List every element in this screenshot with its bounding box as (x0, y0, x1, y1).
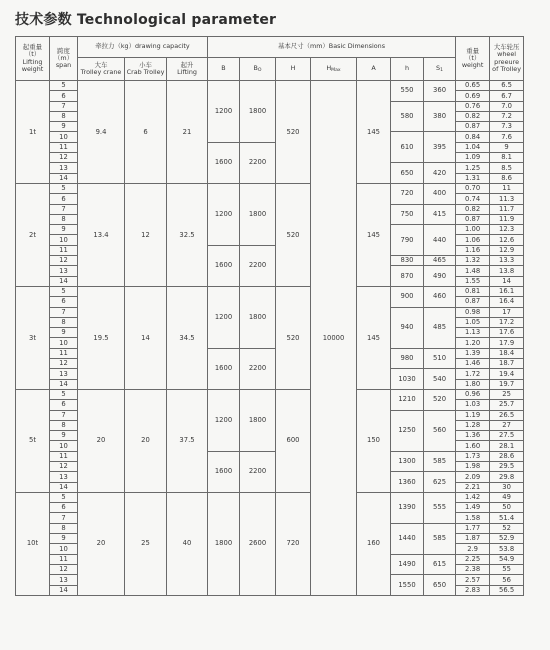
span-cell: 5 (50, 286, 78, 296)
weight-cell: 1.13 (456, 328, 490, 338)
weight-cell: 2.57 (456, 575, 490, 585)
weight-cell: 1.06 (456, 235, 490, 245)
lifting-weight-cell: 10t (16, 492, 50, 595)
dimension-b0-cell: 2200 (240, 451, 276, 492)
table-header (16, 37, 524, 81)
header-wheel-pressure: 大车轮压 wheel preeure of Trolley (490, 37, 524, 81)
wheel-pressure-cell: 18.4 (490, 348, 524, 358)
dimension-s1-cell: 460 (424, 286, 456, 307)
wheel-pressure-cell: 51.4 (490, 513, 524, 523)
dimension-a-cell: 150 (357, 389, 391, 492)
trolley-crane-cell: 9.4 (78, 81, 125, 184)
dimension-b0-cell: 2200 (240, 348, 276, 389)
dimension-s1-cell: 420 (424, 163, 456, 184)
weight-cell: 2.21 (456, 482, 490, 492)
span-cell: 14 (50, 585, 78, 595)
weight-cell: 1.03 (456, 400, 490, 410)
dimension-h-small-cell: 1490 (391, 554, 424, 575)
weight-cell: 1.58 (456, 513, 490, 523)
dimension-b0-cell: 1800 (240, 389, 276, 451)
weight-cell: 1.72 (456, 369, 490, 379)
wheel-pressure-cell: 12.6 (490, 235, 524, 245)
weight-cell: 1.00 (456, 225, 490, 235)
weight-cell: 2.09 (456, 472, 490, 482)
wheel-pressure-cell: 26.5 (490, 410, 524, 420)
dimension-h-small-cell: 1360 (391, 472, 424, 493)
span-cell: 5 (50, 492, 78, 502)
weight-cell: 1.04 (456, 142, 490, 152)
dimension-s1-cell: 650 (424, 575, 456, 596)
span-cell: 5 (50, 389, 78, 399)
span-cell: 6 (50, 297, 78, 307)
dimension-s1-cell: 395 (424, 132, 456, 163)
lifting-weight-cell: 3t (16, 286, 50, 389)
span-cell: 10 (50, 132, 78, 142)
dimension-b-cell: 1200 (208, 81, 240, 143)
span-cell: 11 (50, 554, 78, 564)
wheel-pressure-cell: 52.9 (490, 534, 524, 544)
crab-trolley-cell: 25 (125, 492, 167, 595)
wheel-pressure-cell: 7.0 (490, 101, 524, 111)
dimension-h-small-cell: 790 (391, 225, 424, 256)
weight-cell: 1.98 (456, 461, 490, 471)
wheel-pressure-cell: 8.5 (490, 163, 524, 173)
span-cell: 7 (50, 513, 78, 523)
span-cell: 13 (50, 163, 78, 173)
weight-cell: 0.74 (456, 194, 490, 204)
dimension-b-cell: 1600 (208, 451, 240, 492)
wheel-pressure-cell: 30 (490, 482, 524, 492)
span-cell: 13 (50, 575, 78, 585)
dimension-s1-cell: 380 (424, 101, 456, 132)
dimension-h-small-cell: 610 (391, 132, 424, 163)
lifting-cell: 34.5 (167, 286, 208, 389)
span-cell: 5 (50, 183, 78, 193)
dimension-s1-cell: 585 (424, 451, 456, 472)
dimension-s1-cell: 615 (424, 554, 456, 575)
dimension-h-cell: 520 (276, 183, 311, 286)
dimension-b0-cell: 2200 (240, 245, 276, 286)
wheel-pressure-cell: 28.1 (490, 441, 524, 451)
dimension-a-cell: 145 (357, 81, 391, 184)
weight-cell: 1.77 (456, 523, 490, 533)
dimension-h-small-cell: 1030 (391, 369, 424, 390)
dimension-h-cell: 520 (276, 286, 311, 389)
weight-cell: 1.46 (456, 359, 490, 369)
weight-cell: 0.87 (456, 214, 490, 224)
weight-cell: 2.9 (456, 544, 490, 554)
dimension-b-cell: 1200 (208, 183, 240, 245)
span-cell: 9 (50, 431, 78, 441)
lifting-weight-cell: 2t (16, 183, 50, 286)
dimension-s1-cell: 400 (424, 183, 456, 204)
dimension-b0-cell: 2600 (240, 492, 276, 595)
dimension-a-cell: 145 (357, 286, 391, 389)
dimension-s1-cell: 485 (424, 307, 456, 348)
header-hmax: $H_{Max}$ (311, 58, 357, 81)
wheel-pressure-cell: 16.4 (490, 297, 524, 307)
span-cell: 13 (50, 266, 78, 276)
wheel-pressure-cell: 11.7 (490, 204, 524, 214)
header-weight: 重量 （t） weight (456, 37, 490, 81)
dimension-h-small-cell: 980 (391, 348, 424, 369)
dimension-b0-cell: 1800 (240, 183, 276, 245)
wheel-pressure-cell: 27.5 (490, 431, 524, 441)
dimension-b0-cell: 1800 (240, 81, 276, 143)
wheel-pressure-cell: 56.5 (490, 585, 524, 595)
weight-cell: 1.28 (456, 420, 490, 430)
weight-cell: 1.73 (456, 451, 490, 461)
header-h: H (276, 58, 311, 81)
weight-cell: 0.65 (456, 81, 490, 91)
wheel-pressure-cell: 50 (490, 503, 524, 513)
weight-cell: 2.38 (456, 564, 490, 574)
span-cell: 11 (50, 348, 78, 358)
span-cell: 6 (50, 194, 78, 204)
weight-cell: 1.31 (456, 173, 490, 183)
weight-cell: 1.09 (456, 153, 490, 163)
lifting-cell: 32.5 (167, 183, 208, 286)
wheel-pressure-cell: 27 (490, 420, 524, 430)
wheel-pressure-cell: 11.3 (490, 194, 524, 204)
wheel-pressure-cell: 28.6 (490, 451, 524, 461)
wheel-pressure-cell: 7.3 (490, 122, 524, 132)
wheel-pressure-cell: 13.3 (490, 256, 524, 266)
wheel-pressure-cell: 18.7 (490, 359, 524, 369)
span-cell: 6 (50, 400, 78, 410)
dimension-s1-cell: 465 (424, 256, 456, 266)
span-cell: 7 (50, 204, 78, 214)
dimension-s1-cell: 415 (424, 204, 456, 225)
header-lifting-weight: 起重量 （t） Lifting weight (16, 37, 50, 81)
weight-cell: 0.76 (456, 101, 490, 111)
dimension-s1-cell: 540 (424, 369, 456, 390)
header-drawing-capacity: 牵拉力（kg）drawing capacity (78, 37, 208, 58)
weight-cell: 1.20 (456, 338, 490, 348)
dimension-h-small-cell: 1300 (391, 451, 424, 472)
wheel-pressure-cell: 17.9 (490, 338, 524, 348)
wheel-pressure-cell: 7.6 (490, 132, 524, 142)
weight-cell: 0.70 (456, 183, 490, 193)
weight-cell: 1.16 (456, 245, 490, 255)
span-cell: 14 (50, 173, 78, 183)
span-cell: 14 (50, 482, 78, 492)
dimension-h-small-cell: 870 (391, 266, 424, 287)
span-cell: 12 (50, 461, 78, 471)
weight-cell: 1.36 (456, 431, 490, 441)
span-cell: 7 (50, 410, 78, 420)
trolley-crane-cell: 20 (78, 389, 125, 492)
dimension-h-small-cell: 830 (391, 256, 424, 266)
trolley-crane-cell: 13.4 (78, 183, 125, 286)
dimension-s1-cell: 360 (424, 81, 456, 102)
crab-trolley-cell: 14 (125, 286, 167, 389)
weight-cell: 0.69 (456, 91, 490, 101)
weight-cell: 1.48 (456, 266, 490, 276)
dimension-b0-cell: 2200 (240, 142, 276, 183)
wheel-pressure-cell: 13.8 (490, 266, 524, 276)
weight-cell: 0.81 (456, 286, 490, 296)
dimension-s1-cell: 625 (424, 472, 456, 493)
header-b0: $B_O$ (240, 58, 276, 81)
wheel-pressure-cell: 9 (490, 142, 524, 152)
wheel-pressure-cell: 19.4 (490, 369, 524, 379)
span-cell: 9 (50, 122, 78, 132)
span-cell: 11 (50, 245, 78, 255)
span-cell: 12 (50, 564, 78, 574)
dimension-b0-cell: 1800 (240, 286, 276, 348)
wheel-pressure-cell: 14 (490, 276, 524, 286)
span-cell: 9 (50, 534, 78, 544)
lifting-cell: 21 (167, 81, 208, 184)
wheel-pressure-cell: 17.2 (490, 317, 524, 327)
span-cell: 9 (50, 328, 78, 338)
span-cell: 9 (50, 225, 78, 235)
dimension-h-small-cell: 720 (391, 183, 424, 204)
dimension-b-cell: 1600 (208, 245, 240, 286)
span-cell: 8 (50, 523, 78, 533)
header-crab-trolley: 小车 Crab Trolley (125, 58, 167, 81)
wheel-pressure-cell: 55 (490, 564, 524, 574)
crab-trolley-cell: 20 (125, 389, 167, 492)
header-a: A (357, 58, 391, 81)
dimension-s1-cell: 560 (424, 410, 456, 451)
wheel-pressure-cell: 7.2 (490, 111, 524, 121)
dimension-h-cell: 600 (276, 389, 311, 492)
dimension-h-small-cell: 1390 (391, 492, 424, 523)
wheel-pressure-cell: 11 (490, 183, 524, 193)
dimension-b-cell: 1200 (208, 389, 240, 451)
trolley-crane-cell: 19.5 (78, 286, 125, 389)
weight-cell: 1.19 (456, 410, 490, 420)
span-cell: 8 (50, 317, 78, 327)
dimension-b-cell: 1600 (208, 142, 240, 183)
lifting-weight-cell: 5t (16, 389, 50, 492)
span-cell: 8 (50, 214, 78, 224)
weight-cell: 1.55 (456, 276, 490, 286)
dimension-h-small-cell: 550 (391, 81, 424, 102)
span-cell: 12 (50, 256, 78, 266)
wheel-pressure-cell: 49 (490, 492, 524, 502)
wheel-pressure-cell: 11.9 (490, 214, 524, 224)
span-cell: 10 (50, 441, 78, 451)
span-cell: 10 (50, 544, 78, 554)
span-cell: 14 (50, 276, 78, 286)
wheel-pressure-cell: 52 (490, 523, 524, 533)
span-cell: 6 (50, 91, 78, 101)
dimension-h-small-cell: 580 (391, 101, 424, 132)
wheel-pressure-cell: 53.8 (490, 544, 524, 554)
span-cell: 11 (50, 451, 78, 461)
header-basic-dimensions: 基本尺寸（mm）Basic Dimensions (208, 37, 456, 58)
dimension-h-small-cell: 900 (391, 286, 424, 307)
dimension-s1-cell: 510 (424, 348, 456, 369)
dimension-h-small-cell: 750 (391, 204, 424, 225)
wheel-pressure-cell: 6.5 (490, 81, 524, 91)
dimension-h-cell: 520 (276, 81, 311, 184)
weight-cell: 1.80 (456, 379, 490, 389)
table-row (16, 183, 524, 193)
header-b: B (208, 58, 240, 81)
header-h-small: h (391, 58, 424, 81)
wheel-pressure-cell: 19.7 (490, 379, 524, 389)
weight-cell: 0.96 (456, 389, 490, 399)
weight-cell: 1.49 (456, 503, 490, 513)
weight-cell: 1.32 (456, 256, 490, 266)
lifting-cell: 40 (167, 492, 208, 595)
wheel-pressure-cell: 17.6 (490, 328, 524, 338)
span-cell: 10 (50, 338, 78, 348)
crab-trolley-cell: 12 (125, 183, 167, 286)
dimension-s1-cell: 440 (424, 225, 456, 256)
wheel-pressure-cell: 29.8 (490, 472, 524, 482)
lifting-cell: 37.5 (167, 389, 208, 492)
dimension-h-small-cell: 1440 (391, 523, 424, 554)
weight-cell: 1.25 (456, 163, 490, 173)
span-cell: 13 (50, 369, 78, 379)
weight-cell: 1.60 (456, 441, 490, 451)
weight-cell: 0.82 (456, 111, 490, 121)
span-cell: 7 (50, 307, 78, 317)
header-span: 跨度 （m） span (50, 37, 78, 81)
wheel-pressure-cell: 25 (490, 389, 524, 399)
weight-cell: 0.98 (456, 307, 490, 317)
span-cell: 10 (50, 235, 78, 245)
dimension-s1-cell: 585 (424, 523, 456, 554)
wheel-pressure-cell: 12.3 (490, 225, 524, 235)
dimension-h-small-cell: 1550 (391, 575, 424, 596)
span-cell: 5 (50, 81, 78, 91)
dimension-s1-cell: 520 (424, 389, 456, 410)
header-lifting: 起升 Lifting (167, 58, 208, 81)
span-cell: 13 (50, 472, 78, 482)
span-cell: 12 (50, 359, 78, 369)
weight-cell: 1.87 (456, 534, 490, 544)
dimension-hmax-cell: 10000 (311, 81, 357, 596)
wheel-pressure-cell: 8.6 (490, 173, 524, 183)
dimension-b-cell: 1200 (208, 286, 240, 348)
weight-cell: 2.25 (456, 554, 490, 564)
dimension-b-cell: 1800 (208, 492, 240, 595)
table-row (16, 286, 524, 296)
dimension-h-small-cell: 1210 (391, 389, 424, 410)
span-cell: 8 (50, 420, 78, 430)
span-cell: 7 (50, 101, 78, 111)
span-cell: 14 (50, 379, 78, 389)
header-trolley-crane: 大车 Trolley crane (78, 58, 125, 81)
weight-cell: 2.83 (456, 585, 490, 595)
wheel-pressure-cell: 56 (490, 575, 524, 585)
header-s1: $S_1$ (424, 58, 456, 81)
dimension-h-small-cell: 940 (391, 307, 424, 348)
span-cell: 11 (50, 142, 78, 152)
dimension-h-cell: 720 (276, 492, 311, 595)
weight-cell: 0.87 (456, 122, 490, 132)
page-title: 技术参数 Technological parameter (15, 12, 277, 28)
dimension-a-cell: 145 (357, 183, 391, 286)
wheel-pressure-cell: 12.9 (490, 245, 524, 255)
weight-cell: 0.82 (456, 204, 490, 214)
wheel-pressure-cell: 8.1 (490, 153, 524, 163)
table-body (16, 81, 524, 596)
wheel-pressure-cell: 6.7 (490, 91, 524, 101)
dimension-s1-cell: 490 (424, 266, 456, 287)
span-cell: 12 (50, 153, 78, 163)
dimension-h-small-cell: 1250 (391, 410, 424, 451)
span-cell: 8 (50, 111, 78, 121)
wheel-pressure-cell: 29.5 (490, 461, 524, 471)
wheel-pressure-cell: 25.7 (490, 400, 524, 410)
weight-cell: 1.42 (456, 492, 490, 502)
trolley-crane-cell: 20 (78, 492, 125, 595)
dimension-s1-cell: 555 (424, 492, 456, 523)
dimension-h-small-cell: 650 (391, 163, 424, 184)
weight-cell: 1.39 (456, 348, 490, 358)
span-cell: 6 (50, 503, 78, 513)
table-row (16, 492, 524, 502)
wheel-pressure-cell: 17 (490, 307, 524, 317)
table-row (16, 81, 524, 91)
crab-trolley-cell: 6 (125, 81, 167, 184)
table-row (16, 389, 524, 399)
parameter-table (15, 36, 524, 596)
weight-cell: 0.87 (456, 297, 490, 307)
dimension-b-cell: 1600 (208, 348, 240, 389)
weight-cell: 1.05 (456, 317, 490, 327)
wheel-pressure-cell: 16.1 (490, 286, 524, 296)
weight-cell: 0.84 (456, 132, 490, 142)
wheel-pressure-cell: 54.9 (490, 554, 524, 564)
lifting-weight-cell: 1t (16, 81, 50, 184)
dimension-a-cell: 160 (357, 492, 391, 595)
